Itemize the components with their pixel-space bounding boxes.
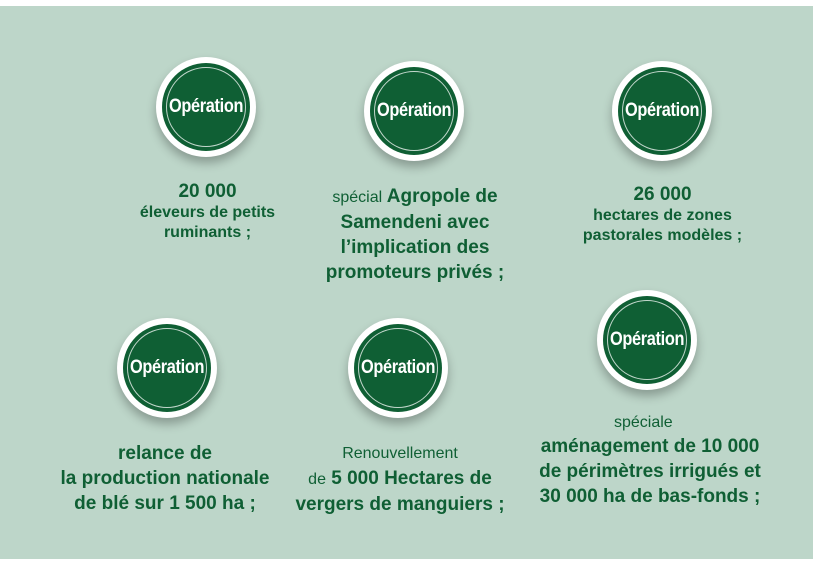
caption-intro: Renouvellement — [342, 445, 458, 462]
caption-line: de périmètres irrigués et — [539, 461, 761, 482]
caption-6 — [520, 412, 780, 509]
caption-line: promoteurs privés ; — [325, 262, 505, 283]
caption-line: 20 000 — [178, 181, 237, 202]
caption-1 — [105, 181, 310, 243]
caption-intro: spéciale — [614, 414, 673, 431]
caption-2 — [300, 184, 530, 285]
caption-line: 5 000 Hectares de — [331, 468, 492, 489]
caption-line: ruminants ; — [163, 224, 252, 241]
caption-line: de blé sur 1 500 ha ; — [74, 493, 256, 514]
badge-label: Opération — [360, 357, 436, 378]
caption-line: pastorales modèles ; — [582, 227, 743, 244]
caption-line: vergers de manguiers ; — [295, 494, 505, 515]
caption-4 — [40, 441, 290, 516]
caption-line: la production nationale — [60, 468, 270, 489]
caption-line: hectares de zones — [593, 207, 732, 224]
caption-line: Samendeni avec — [340, 212, 490, 233]
badge-label: Opération — [129, 357, 205, 378]
caption-line: Agropole de — [386, 186, 498, 207]
caption-3 — [560, 184, 765, 246]
badge-label: Opération — [376, 100, 452, 121]
operation-badge-3 — [612, 61, 712, 161]
caption-prefix: spécial — [332, 189, 383, 206]
operation-badge-5 — [348, 318, 448, 418]
badge-label: Opération — [624, 100, 700, 121]
caption-line: l’implication des — [340, 237, 490, 258]
caption-line: aménagement de 10 000 — [540, 436, 760, 457]
caption-line: 30 000 ha de bas-fonds ; — [539, 486, 761, 507]
caption-line: éleveurs de petits — [139, 204, 276, 221]
badge-label: Opération — [168, 96, 244, 117]
badge-label: Opération — [609, 329, 685, 350]
caption-prefix: de — [308, 471, 326, 488]
caption-line: relance de — [118, 443, 212, 464]
caption-5 — [285, 441, 515, 517]
operation-badge-4 — [117, 318, 217, 418]
operation-badge-1 — [156, 57, 256, 157]
operation-badge-2 — [364, 61, 464, 161]
caption-line: 26 000 — [633, 184, 692, 205]
operation-badge-6 — [597, 290, 697, 390]
